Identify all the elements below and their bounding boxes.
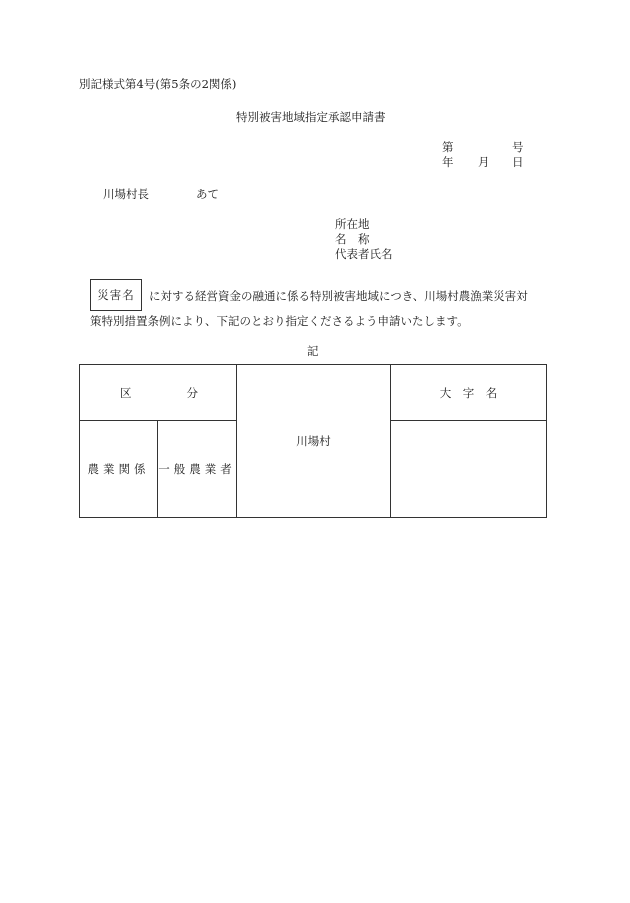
date-month: 月 bbox=[478, 155, 490, 169]
ki-heading: 記 bbox=[307, 344, 319, 358]
kubun-header bbox=[80, 365, 237, 421]
document-title: 特別被害地域指定承認申請書 bbox=[236, 110, 386, 124]
applicant-representative-label: 代表者氏名 bbox=[335, 247, 393, 261]
disaster-name-label: 災害名 bbox=[97, 288, 135, 302]
oaza-value-cell[interactable] bbox=[391, 421, 547, 518]
addressee-suffix: あて bbox=[196, 187, 219, 201]
subcategory-cell bbox=[158, 421, 237, 518]
doc-number-suffix: 号 bbox=[512, 140, 524, 154]
kubun-right: 分 bbox=[186, 385, 198, 400]
applicant-name-label: 名 称 bbox=[335, 232, 370, 246]
form-reference: 別記様式第4号(第5条の2関係) bbox=[79, 77, 237, 91]
category-label: 農業関係 bbox=[87, 462, 150, 476]
date-year: 年 bbox=[442, 155, 454, 169]
table-header-row bbox=[80, 365, 547, 421]
doc-number-prefix: 第 bbox=[442, 140, 454, 154]
oaza-header-label: 大 字 名 bbox=[439, 385, 498, 400]
addressee-name: 川場村長 bbox=[103, 187, 149, 201]
body-text-line-1: に対する経営資金の融通に係る特別被害地域につき、川場村農漁業災害対 bbox=[149, 289, 528, 303]
date-day: 日 bbox=[512, 155, 524, 169]
subcategory-label: 一般農業者 bbox=[158, 462, 236, 476]
disaster-name-box bbox=[90, 279, 142, 311]
body-text-line-2: 策特別措置条例により、下記のとおり指定くださるよう申請いたします。 bbox=[90, 314, 469, 328]
designation-table bbox=[79, 364, 547, 518]
applicant-address-label: 所在地 bbox=[335, 217, 370, 231]
village-cell bbox=[237, 365, 391, 518]
category-cell bbox=[80, 421, 158, 518]
oaza-header bbox=[391, 365, 547, 421]
kubun-left: 区 bbox=[120, 385, 132, 400]
village-name: 川場村 bbox=[296, 434, 331, 448]
